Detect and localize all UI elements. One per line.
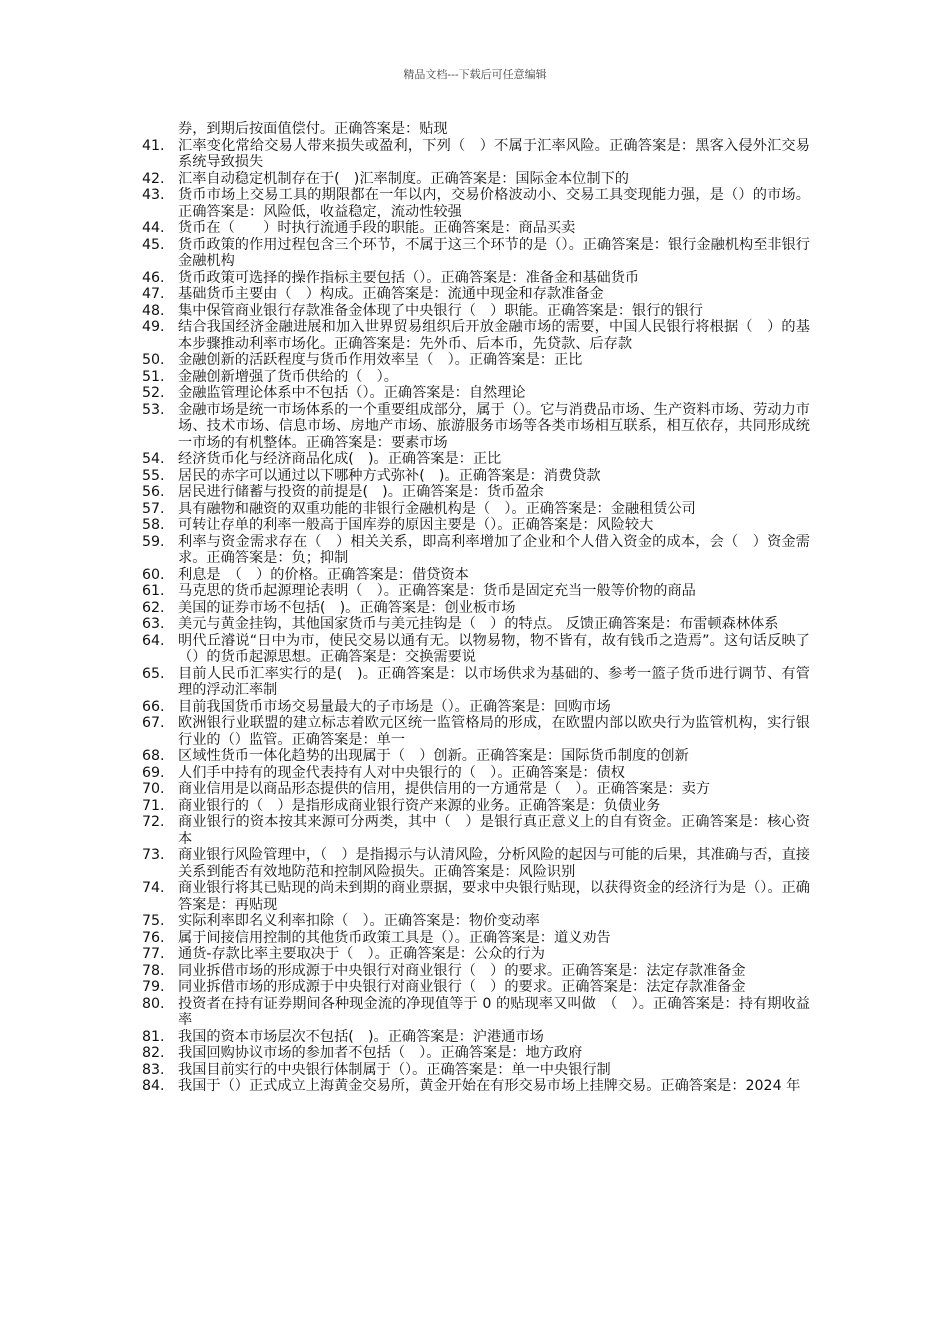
list-item (142, 715, 810, 748)
item-number: 59. (142, 533, 165, 550)
list-item (142, 600, 810, 617)
list-item (142, 517, 810, 534)
item-number: 57. (142, 500, 165, 517)
item-number: 68. (142, 748, 165, 764)
item-number: 70. (142, 781, 165, 797)
item-number: 53. (142, 401, 165, 418)
item-number: 41. (142, 137, 165, 154)
list-item (142, 1078, 810, 1095)
list-item (142, 583, 810, 600)
list-item (142, 979, 810, 996)
list-item (142, 996, 810, 1029)
list-item (142, 220, 810, 237)
list-item (142, 286, 810, 303)
item-number: 84. (142, 1078, 165, 1094)
item-number: 48. (142, 302, 165, 319)
item-text: 货币政策可选择的操作指标主要包括（）。正确答案是：准备金和基础货币 (178, 269, 640, 286)
item-text: 区域性货币一体化趋势的出现属于（ ）创新。正确答案是：国际货币制度的创新 (178, 748, 689, 764)
item-text: 金融监管理论体系中不包括（）。正确答案是：自然理论 (178, 385, 526, 401)
item-text: 结合我国经济金融进展和加入世界贸易组织后开放金融市场的需要，中国人民银行将根据（ ）的基本步骤推动利率市场化。正确答案是：先外币、后本币，先贷款、后存款 (178, 319, 810, 352)
item-number: 71. (142, 797, 165, 814)
list-item (142, 946, 810, 963)
item-text: 美元与黄金挂钩，其他国家货币与美元挂钩是（ ）的特点。 反馈正确答案是：布雷顿森林体系 (178, 616, 779, 632)
item-number: 61. (142, 583, 165, 599)
item-number: 81. (142, 1028, 165, 1045)
item-text: 货币在（ ）时执行流通手段的职能。正确答案是：商品买卖 (178, 220, 576, 236)
item-number: 80. (142, 995, 165, 1012)
item-number: 78. (142, 962, 165, 979)
item-text: 马克思的货币起源理论表明（ ）。正确答案是：货币是固定充当一般等价物的商品 (178, 583, 696, 599)
item-text: 商业银行风险管理中，（ ）是指揭示与认清风险，分析风险的起因与可能的后果，其准确与否，直接关系到能否有效地防范和控制风险损失。正确答案是：风险识别 (178, 847, 810, 880)
item-text: 属于间接信用控制的其他货币政策工具是（）。正确答案是：道义劝告 (178, 929, 611, 946)
list-item (142, 765, 810, 782)
item-text: 我国于（）正式成立上海黄金交易所，黄金开始在有形交易市场上挂牌交易。正确答案是：2024 年 (178, 1078, 801, 1094)
item-text: 居民进行储蓄与投资的前提是( )。正确答案是：货币盈余 (178, 484, 544, 500)
list-item (142, 187, 810, 220)
item-text: 汇率自动稳定机制存在于( )汇率制度。正确答案是：国际金本位制下的 (178, 170, 629, 187)
item-number: 47. (142, 286, 165, 302)
item-text: 利息是 （ ）的价格。正确答案是：借贷资本 (178, 566, 469, 583)
item-text: 金融创新增强了货币供给的（ ）。 (178, 368, 398, 385)
item-number: 44. (142, 220, 165, 236)
item-text: 基础货币主要由（ ）构成。正确答案是：流通中现金和存款准备金 (178, 286, 604, 302)
list-item (142, 534, 810, 567)
item-text: 我国的资本市场层次不包括( )。正确答案是：沪港通市场 (178, 1028, 544, 1045)
list-item (142, 138, 810, 171)
item-text: 汇率变化常给交易人带来损失或盈利，下列（ ）不属于汇率风险。正确答案是：黑客入侵外汇交易系统导致损失 (178, 137, 810, 170)
item-text: 投资者在持有证券期间各种现金流的净现值等于 0 的贴现率又叫做 （ ）。正确答案是：持有期收益率 (178, 995, 810, 1028)
document-body (142, 121, 810, 1095)
list-item (142, 748, 810, 765)
item-number: 50. (142, 352, 165, 368)
item-text: 集中保管商业银行存款准备金体现了中央银行（ ）职能。正确答案是：银行的银行 (178, 302, 703, 319)
item-number: 82. (142, 1045, 165, 1061)
item-number: 73. (142, 847, 165, 863)
item-text: 货币政策的作用过程包含三个环节，不属于这三个环节的是（）。正确答案是：银行金融机构至非银行金融机构 (178, 236, 810, 269)
list-item (142, 385, 810, 402)
list-item (142, 666, 810, 699)
item-number: 62. (142, 599, 165, 616)
item-text: 金融创新的活跃程度与货币作用效率呈（ ）。正确答案是：正比 (178, 352, 583, 368)
item-number: 65. (142, 665, 165, 682)
list-item (142, 1045, 810, 1062)
item-number: 55. (142, 467, 165, 484)
list-item (142, 616, 810, 633)
list-item (142, 880, 810, 913)
item-text: 明代丘濬说“日中为市，使民交易以通有无。以物易物，物不皆有，故有钱币之造焉”。这句话反映了（）的货币起源思想。正确答案是：交换需要说 (178, 632, 810, 665)
list-item (142, 303, 810, 320)
list-item (142, 798, 810, 815)
item-text: 金融市场是统一市场体系的一个重要组成部分，属于（）。它与消费品市场、生产资料市场、劳动力市场、技术市场、信息市场、房地产市场、旅游服务市场等各类市场相互联系，相互依存，共同形成统一市场的有机整体。正确答案是：要素市场 (178, 401, 810, 451)
item-number: 66. (142, 698, 165, 715)
item-number: 75. (142, 913, 165, 929)
item-text: 同业拆借市场的形成源于中央银行对商业银行（ ）的要求。正确答案是：法定存款准备金 (178, 962, 746, 979)
item-number: 51. (142, 368, 165, 385)
item-text: 商业信用是以商品形态提供的信用，提供信用的一方通常是（ ）。正确答案是：卖方 (178, 781, 711, 797)
item-number: 42. (142, 170, 165, 187)
item-text: 通货-存款比率主要取决于（ ）。正确答案是：公众的行为 (178, 946, 545, 962)
item-number: 52. (142, 385, 165, 401)
list-item (142, 930, 810, 947)
list-item (142, 1062, 810, 1079)
page-header: 精品文档---下载后可任意编辑 (403, 68, 547, 81)
item-text: 居民的赤字可以通过以下哪种方式弥补( )。正确答案是：消费贷款 (178, 467, 601, 484)
item-number: 74. (142, 880, 165, 896)
item-number: 45. (142, 236, 165, 253)
item-text: 商业银行的资本按其来源可分两类，其中（ ）是银行真正意义上的自有资金。正确答案是：核心资本 (178, 814, 810, 847)
list-item (142, 369, 810, 386)
list-item (142, 814, 810, 847)
list-item (142, 484, 810, 501)
item-number: 67. (142, 715, 165, 731)
item-text: 实际利率即名义利率扣除（ ）。正确答案是：物价变动率 (178, 913, 540, 929)
item-number: 58. (142, 517, 165, 533)
item-number: 60. (142, 566, 165, 583)
item-number: 79. (142, 979, 165, 995)
list-item (142, 402, 810, 452)
item-text: 商业银行的（ ）是指形成商业银行资产来源的业务。正确答案是：负债业务 (178, 797, 661, 814)
list-item (142, 847, 810, 880)
item-text: 利率与资金需求存在（ ）相关关系，即高利率增加了企业和个人借入资金的成本，会（ ）资金需求。正确答案是：负；抑制 (178, 533, 810, 566)
list-item (142, 1029, 810, 1046)
list-item (142, 913, 810, 930)
item-text: 可转让存单的利率一般高于国库券的原因主要是（）。正确答案是：风险较大 (178, 517, 654, 533)
list-item (142, 319, 810, 352)
item-number: 77. (142, 946, 165, 962)
item-text: 商业银行将其已贴现的尚未到期的商业票据，要求中央银行贴现，以获得资金的经济行为是（）。正确答案是：再贴现 (178, 880, 810, 913)
item-text: 人们手中持有的现金代表持有人对中央银行的（ ）。正确答案是：债权 (178, 764, 625, 781)
item-text: 同业拆借市场的形成源于中央银行对商业银行（ ）的要求。正确答案是：法定存款准备金 (178, 979, 746, 995)
item-text: 欧洲银行业联盟的建立标志着欧元区统一监管格局的形成，在欧盟内部以欧央行为监管机构，实行银行业的（）监管。正确答案是：单一 (178, 715, 810, 748)
item-number: 69. (142, 764, 165, 781)
item-number: 43. (142, 187, 165, 203)
item-number: 76. (142, 929, 165, 946)
item-text: 我国目前实行的中央银行体制属于（）。正确答案是：单一中央银行制 (178, 1061, 611, 1078)
item-number: 64. (142, 632, 165, 649)
list-item (142, 633, 810, 666)
list-item (142, 699, 810, 716)
item-number: 49. (142, 319, 165, 335)
list-item (142, 501, 810, 518)
list-item (142, 567, 810, 584)
list-item (142, 352, 810, 369)
item-number: 56. (142, 484, 165, 500)
list-item (142, 468, 810, 485)
item-text: 我国回购协议市场的参加者不包括（ ）。正确答案是：地方政府 (178, 1045, 583, 1061)
item-number: 72. (142, 814, 165, 830)
list-item (142, 270, 810, 287)
item-number: 63. (142, 616, 165, 632)
list-item (142, 781, 810, 798)
item-number: 54. (142, 451, 165, 467)
item-text: 目前我国货币市场交易量最大的子市场是（）。正确答案是：回购市场 (178, 698, 611, 715)
item-text: 具有融物和融资的双重功能的非银行金融机构是（ ）。正确答案是：金融租赁公司 (178, 500, 696, 517)
item-text: 经济货币化与经济商品化成( )。正确答案是：正比 (178, 451, 502, 467)
item-text: 目前人民币汇率实行的是( )。正确答案是：以市场供求为基础的、参考一篮子货币进行调节、有管理的浮动汇率制 (178, 665, 810, 698)
item-text: 货币市场上交易工具的期限都在一年以内，交易价格波动小、交易工具变现能力强，是（）的市场。正确答案是：风险低，收益稳定，流动性较强 (178, 187, 810, 220)
item-text: 美国的证券市场不包括( )。正确答案是：创业板市场 (178, 599, 516, 616)
item-number: 83. (142, 1061, 165, 1078)
item-number: 46. (142, 269, 165, 286)
list-item (142, 451, 810, 468)
list-item (142, 963, 810, 980)
list-item (142, 171, 810, 188)
continued-line: 券，到期后按面值偿付。正确答案是：贴现 (178, 121, 448, 137)
list-item (142, 237, 810, 270)
